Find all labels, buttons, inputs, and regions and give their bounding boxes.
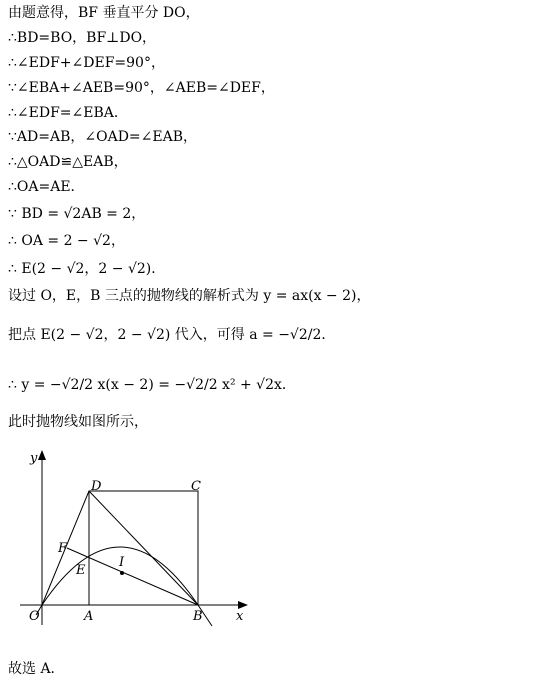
solution-line-1: 由题意得，BF 垂直平分 DO， [8,5,200,21]
segment-bf [67,548,198,605]
parabola-figure [0,440,260,640]
solution-line-16: 故选 A． [8,661,65,677]
label-e: E [76,563,86,578]
label-f: F [58,541,68,556]
label-o: O [29,609,40,624]
solution-line-8: ∴OA=AE． [8,179,85,195]
solution-line-9: ∵ BD = √2AB = 2， [8,206,146,222]
label-i: I [119,555,125,570]
point-i [120,571,124,575]
segment-db [89,491,198,605]
solution-line-10: ∴ OA = 2 − √2， [8,233,125,249]
solution-line-13: 把点 E(2 − √2，2 − √2) 代入，可得 a = −√2/2． [8,327,336,343]
label-c: C [191,479,201,494]
label-y: y [30,451,38,466]
label-x: x [236,609,244,624]
solution-line-12: 设过 O，E，B 三点的抛物线的解析式为 y = ax(x − 2)， [8,288,371,304]
solution-line-4: ∵∠EBA+∠AEB=90°，∠AEB=∠DEF， [8,80,275,96]
solution-line-15: 此时抛物线如图所示， [8,414,148,430]
x-axis-arrow [238,601,248,609]
solution-line-2: ∴BD=BO，BF⊥DO， [8,30,157,46]
y-axis-arrow [38,450,46,460]
solution-line-14: ∴ y = −√2/2 x(x − 2) = −√2/2 x² + √2x． [8,377,296,393]
label-d: D [91,479,102,494]
parabola-curve [42,547,212,626]
solution-line-3: ∴∠EDF+∠DEF=90°， [8,55,165,71]
label-a: A [84,609,94,624]
solution-line-7: ∴△OAD≌△EAB， [8,154,128,170]
solution-line-5: ∴∠EDF=∠EBA． [8,105,128,121]
solution-line-11: ∴ E(2 − √2，2 − √2)． [8,261,166,277]
solution-line-6: ∵AD=AB，∠OAD=∠EAB， [8,129,197,145]
label-b: B [193,609,203,624]
